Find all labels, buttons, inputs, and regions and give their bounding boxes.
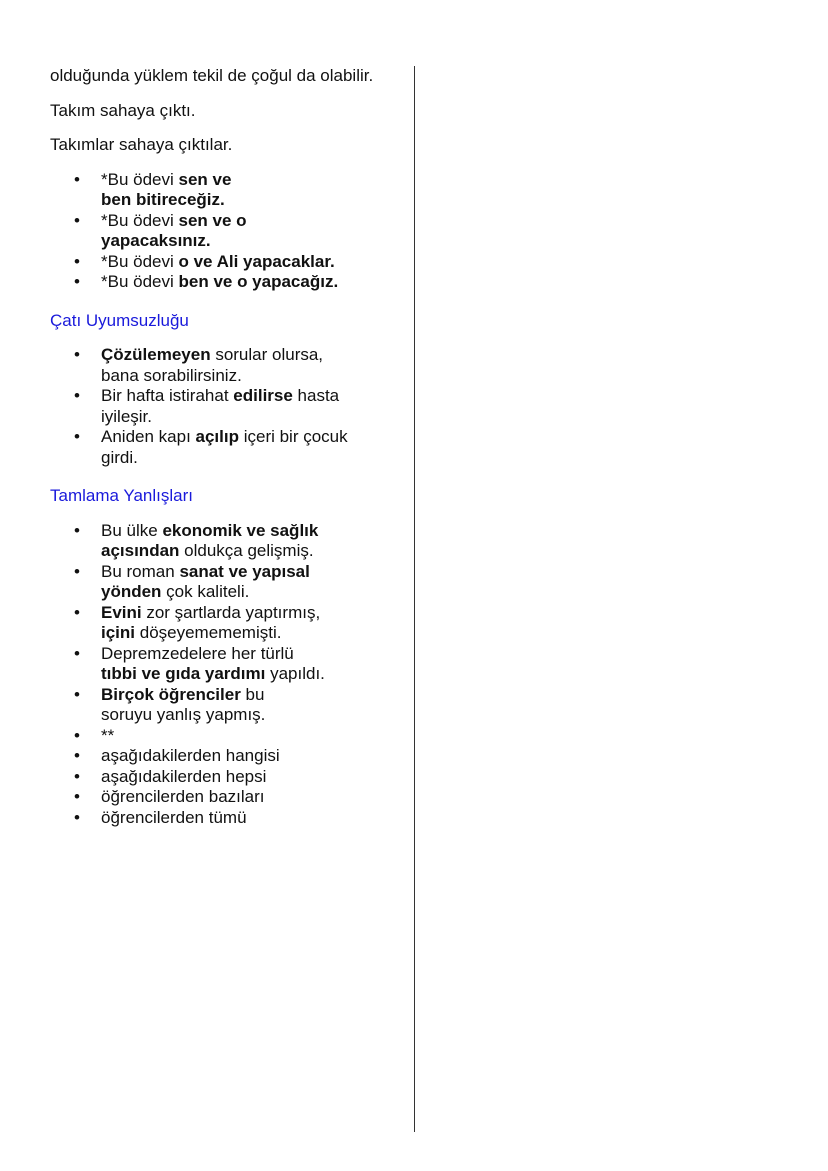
list-item-bold: açısından xyxy=(101,541,180,560)
section-heading-cati: Çatı Uyumsuzluğu xyxy=(50,310,189,330)
list-item-text: çok kaliteli. xyxy=(161,582,250,601)
list-item-text: Bir hafta istirahat xyxy=(101,386,234,405)
bullet-icon: • xyxy=(74,520,80,540)
list-item xyxy=(50,746,395,767)
list-item xyxy=(50,808,395,829)
bullet-icon: • xyxy=(74,345,80,364)
list-item-text: döşeyemememişti. xyxy=(135,623,282,642)
list-item xyxy=(50,252,395,273)
list-item-bold: Birçok öğrenciler xyxy=(101,684,241,704)
list-item-text: öğrencilerden tümü xyxy=(101,807,247,827)
list-item xyxy=(50,767,395,788)
list-item-text: *Bu ödevi xyxy=(101,169,179,189)
list-item-text: zor şartlarda yaptırmış, xyxy=(141,602,321,622)
column-divider xyxy=(414,66,415,1132)
list-item xyxy=(50,726,395,747)
list-item-text: hasta xyxy=(292,386,340,405)
list-item-bold: açılıp xyxy=(195,427,239,446)
list-item xyxy=(50,685,395,726)
bullet-icon: • xyxy=(74,602,80,622)
list-item-text: Depremzedelere her türlü xyxy=(101,643,294,663)
list-item-bold: ekonomik ve sağlık xyxy=(162,520,319,540)
section-heading-tamlama: Tamlama Yanlışları xyxy=(50,486,193,505)
list-item-text: sorular olursa, xyxy=(210,345,324,364)
list-item xyxy=(50,427,395,468)
list-item-bold: ben ve o yapacağız. xyxy=(178,272,339,291)
list-item-text: aşağıdakilerden hangisi xyxy=(101,746,280,765)
list-item-text: aşağıdakilerden hepsi xyxy=(101,766,267,786)
list-item xyxy=(50,386,395,427)
list-ozne-yuklem xyxy=(50,170,395,293)
list-item-bold: tıbbi ve gıda yardımı xyxy=(101,664,266,683)
list-item-bold: yapacaksınız. xyxy=(101,231,211,250)
list-item-bold: sanat ve yapısal xyxy=(179,561,310,581)
bullet-icon: • xyxy=(74,427,80,446)
list-item-bold: edilirse xyxy=(233,386,293,405)
list-item-text: oldukça gelişmiş. xyxy=(179,541,314,560)
list-item-text: *Bu ödevi xyxy=(101,251,179,271)
list-item xyxy=(50,211,395,252)
list-item-text: Bu ülke xyxy=(101,520,163,540)
list-item-bold: içini xyxy=(101,623,136,642)
bullet-icon: • xyxy=(74,684,80,704)
bullet-icon: • xyxy=(74,272,80,291)
bullet-icon: • xyxy=(74,561,80,581)
list-item-text: Aniden kapı xyxy=(101,427,196,446)
list-item-bold: Evini xyxy=(101,602,142,622)
list-item-text: öğrencilerden bazıları xyxy=(101,787,265,806)
list-item-bold: Çözülemeyen xyxy=(101,345,211,364)
list-item-text: içeri bir çocuk xyxy=(238,427,348,446)
list-item-text: bu xyxy=(240,684,265,704)
list-item-text: girdi. xyxy=(101,447,138,467)
list-item-text: ** xyxy=(101,725,115,745)
list-item-bold: o ve Ali yapacaklar. xyxy=(178,251,335,271)
list-item xyxy=(50,521,395,562)
list-item-text: yapıldı. xyxy=(265,664,325,683)
list-cati-uyumsuzlugu xyxy=(50,345,395,468)
list-item-text: soruyu yanlış yapmış. xyxy=(101,705,266,724)
list-item-bold: sen ve xyxy=(178,169,232,189)
list-item-bold: sen ve o xyxy=(178,210,247,230)
list-item-bold: ben bitireceğiz. xyxy=(101,190,225,209)
list-item-text: bana sorabilirsiniz. xyxy=(101,365,242,385)
list-item-bold: yönden xyxy=(101,582,162,601)
list-item-text: Bu roman xyxy=(101,561,180,581)
list-item-text: *Bu ödevi xyxy=(101,210,179,230)
list-item xyxy=(50,787,395,808)
bullet-icon: • xyxy=(74,725,80,745)
paragraph-olabilir: olduğunda yüklem tekil de çoğul da olabilir. xyxy=(50,66,374,85)
list-item-text: iyileşir. xyxy=(101,406,153,426)
list-tamlama-yanlislari xyxy=(50,521,395,829)
bullet-icon: • xyxy=(74,807,80,827)
bullet-icon: • xyxy=(74,251,80,271)
list-item xyxy=(50,345,395,386)
paragraph-takim: Takım sahaya çıktı. xyxy=(50,100,196,120)
list-item xyxy=(50,644,395,685)
bullet-icon: • xyxy=(74,169,80,189)
bullet-icon: • xyxy=(74,386,80,405)
paragraph-takimlar: Takımlar sahaya çıktılar. xyxy=(50,135,233,154)
bullet-icon: • xyxy=(74,643,80,663)
list-item-text: *Bu ödevi xyxy=(101,272,179,291)
bullet-icon: • xyxy=(74,746,80,765)
bullet-icon: • xyxy=(74,210,80,230)
bullet-icon: • xyxy=(74,766,80,786)
list-item xyxy=(50,170,395,211)
list-item xyxy=(50,272,395,293)
list-item xyxy=(50,562,395,603)
bullet-icon: • xyxy=(74,787,80,806)
list-item xyxy=(50,603,395,644)
left-column xyxy=(50,66,395,846)
